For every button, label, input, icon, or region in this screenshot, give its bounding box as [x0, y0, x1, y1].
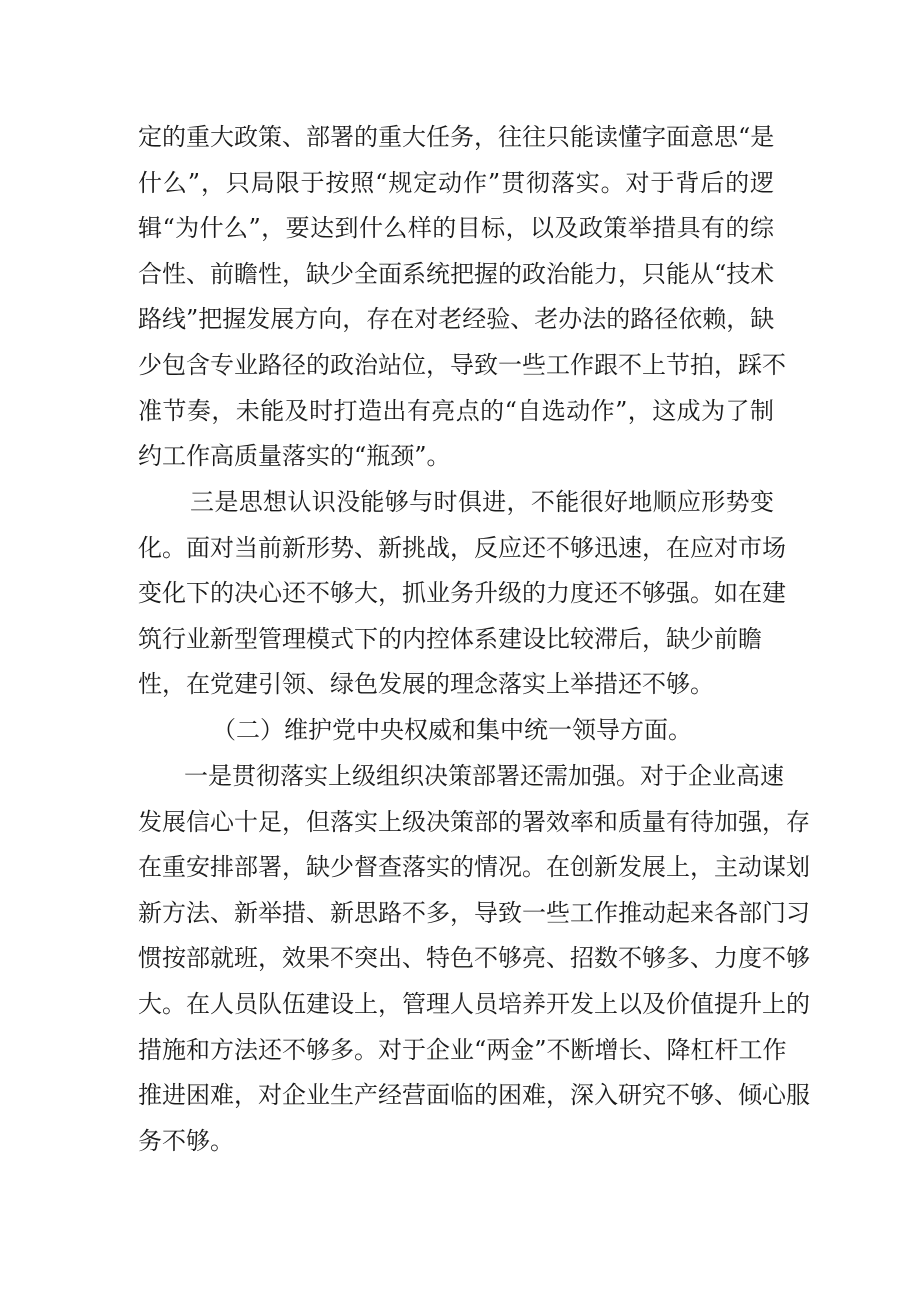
text-line: 三是思想认识没能够与时俱进，不能很好地顺应形势变	[190, 488, 774, 516]
text-line: 少包含专业路径的政治站位，导致一些工作跟不上节拍，踩不	[138, 350, 786, 379]
section-heading-text: （二）维护党中央权威和集中统一领导方面。	[212, 716, 692, 744]
text-line: 措施和方法还不够多。对于企业“两金”不断增长、降杠杆工作	[138, 1035, 787, 1064]
text-line: 定的重大政策、部署的重大任务，往往只能读懂字面意思“是	[138, 123, 775, 151]
text-line: 辑“为什么”，要达到什么样的目标，以及政策举措具有的综	[138, 214, 774, 243]
section-heading	[138, 708, 774, 754]
text-line: 筑行业新型管理模式下的内控体系建设比较滞后，缺少前瞻	[138, 624, 762, 653]
paragraph-point-three	[138, 480, 786, 708]
text-line: 发展信心十足，但落实上级决策部的署效率和质量有待加强，存	[138, 807, 810, 836]
text-line: 性，在党建引领、绿色发展的理念落实上举措还不够。	[138, 670, 714, 699]
text-line: 化。面对当前新形势、新挑战，反应还不够迅速，在应对市场	[138, 533, 786, 562]
text-line: 准节奏，未能及时打造出有亮点的“自选动作”，这成为了制	[138, 396, 774, 425]
paragraph-continued	[138, 115, 786, 480]
paragraph-point-one	[138, 754, 810, 1164]
text-line: 新方法、新举措、新思路不多，导致一些工作推动起来各部门习	[138, 898, 810, 927]
text-line: 一是贯彻落实上级组织决策部署还需加强。对于企业高速	[184, 762, 784, 790]
text-line: 路线”把握发展方向，存在对老经验、老办法的路径依赖，缺	[138, 305, 775, 334]
text-line: 变化下的决心还不够大，抓业务升级的力度还不够强。如在建	[138, 579, 786, 608]
text-line: 惯按部就班，效果不突出、特色不够亮、招数不够多、力度不够	[138, 944, 810, 973]
text-line: 大。在人员队伍建设上，管理人员培养开发上以及价值提升上的	[138, 989, 810, 1018]
text-line: 约工作高质量落实的“瓶颈”。	[138, 442, 451, 471]
text-line: 合性、前瞻性，缺少全面系统把握的政治能力，只能从“技术	[138, 259, 775, 288]
text-line: 什么”，只局限于按照“规定动作”贯彻落实。对于背后的逻	[138, 168, 774, 197]
text-line: 推进困难，对企业生产经营面临的困难，深入研究不够、倾心服	[138, 1081, 810, 1110]
text-line: 务不够。	[138, 1126, 234, 1155]
text-line: 在重安排部署，缺少督查落实的情况。在创新发展上，主动谋划	[138, 853, 810, 882]
